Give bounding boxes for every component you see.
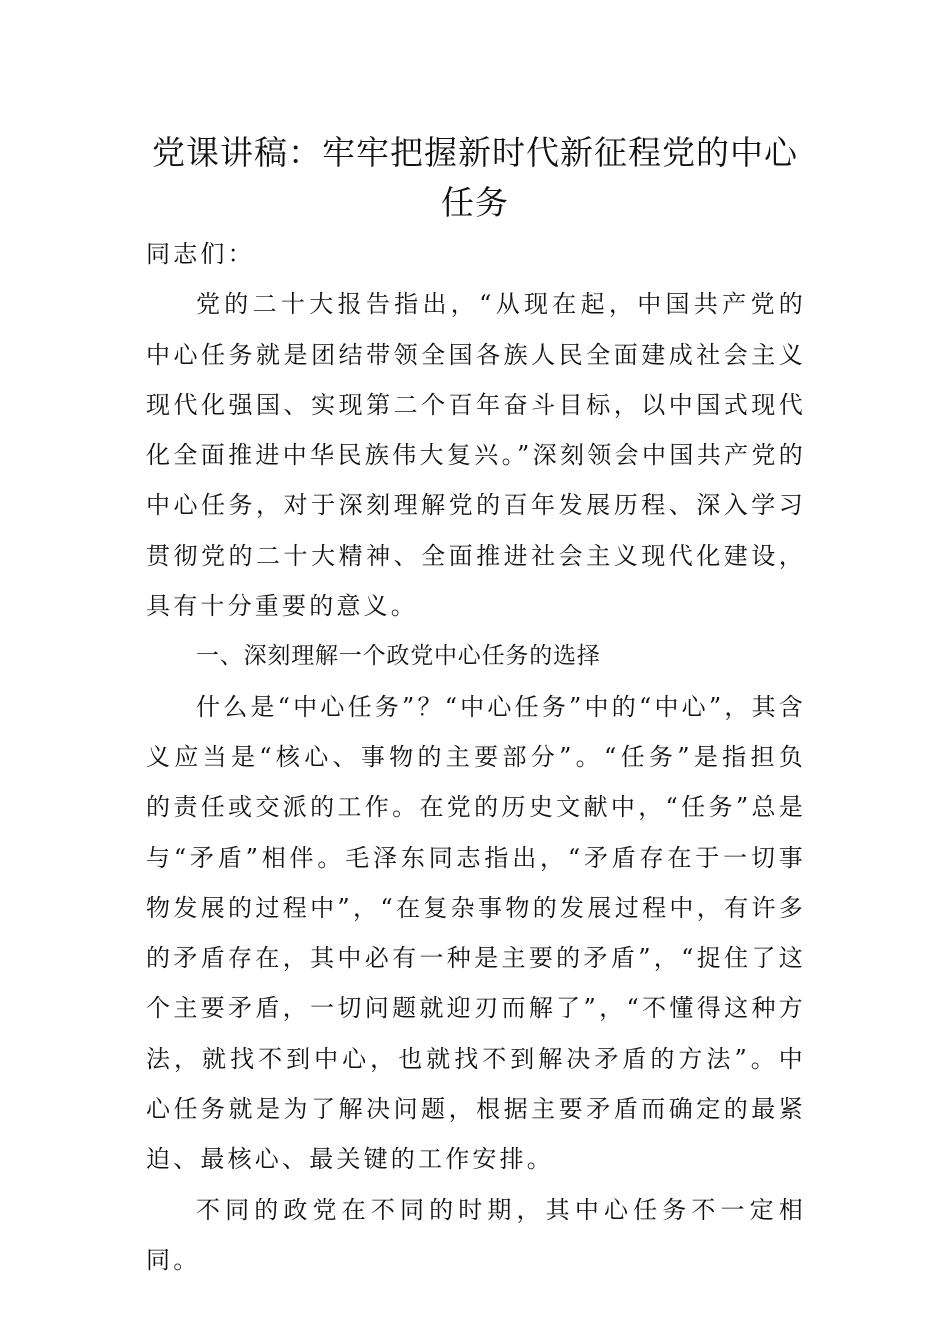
greeting: 同志们： — [146, 240, 255, 268]
paragraph-central-task: 什么是“中心任务”？“中心任务”中的“中心”，其含义应当是“核心、事物的主要部分”。“任务”是指担负的责任或交派的工作。在党的历史文献中，“任务”总是与“矛盾”相伴。毛泽东同志指出，“矛盾存在于一切事物发展的过程中”，“在复杂事物的发展过程中，有许多的矛盾存在，其中必有一种是主要的矛盾”，“捉住了这个主要矛盾，一切问题就迎刃而解了”，“不懂得这种方法，就找不到中心，也就找不到解决矛盾的方法”。中心任务就是为了解决问题，根据主要矛盾而确定的最紧迫、最核心、最关键的工作安排。 — [146, 692, 806, 1174]
paragraph-different-parties: 不同的政党在不同的时期，其中心任务不一定相同。 — [146, 1195, 806, 1274]
document-body — [146, 229, 806, 1285]
document-title: 党课讲稿：牢牢把握新时代新征程党的中心任务 — [152, 133, 798, 222]
paragraph-intro: 党的二十大报告指出，“从现在起，中国共产党的中心任务就是团结带领全国各族人民全面建成社会主义现代化强国、实现第二个百年奋斗目标，以中国式现代化全面推进中华民族伟大复兴。”深刻领会中国共产党的中心任务，对于深刻理解党的百年发展历程、深入学习贯彻党的二十大精神、全面推进社会主义现代化建设，具有十分重要的意义。 — [146, 290, 806, 621]
section-heading-1: 一、深刻理解一个政党中心任务的选择 — [196, 643, 601, 670]
